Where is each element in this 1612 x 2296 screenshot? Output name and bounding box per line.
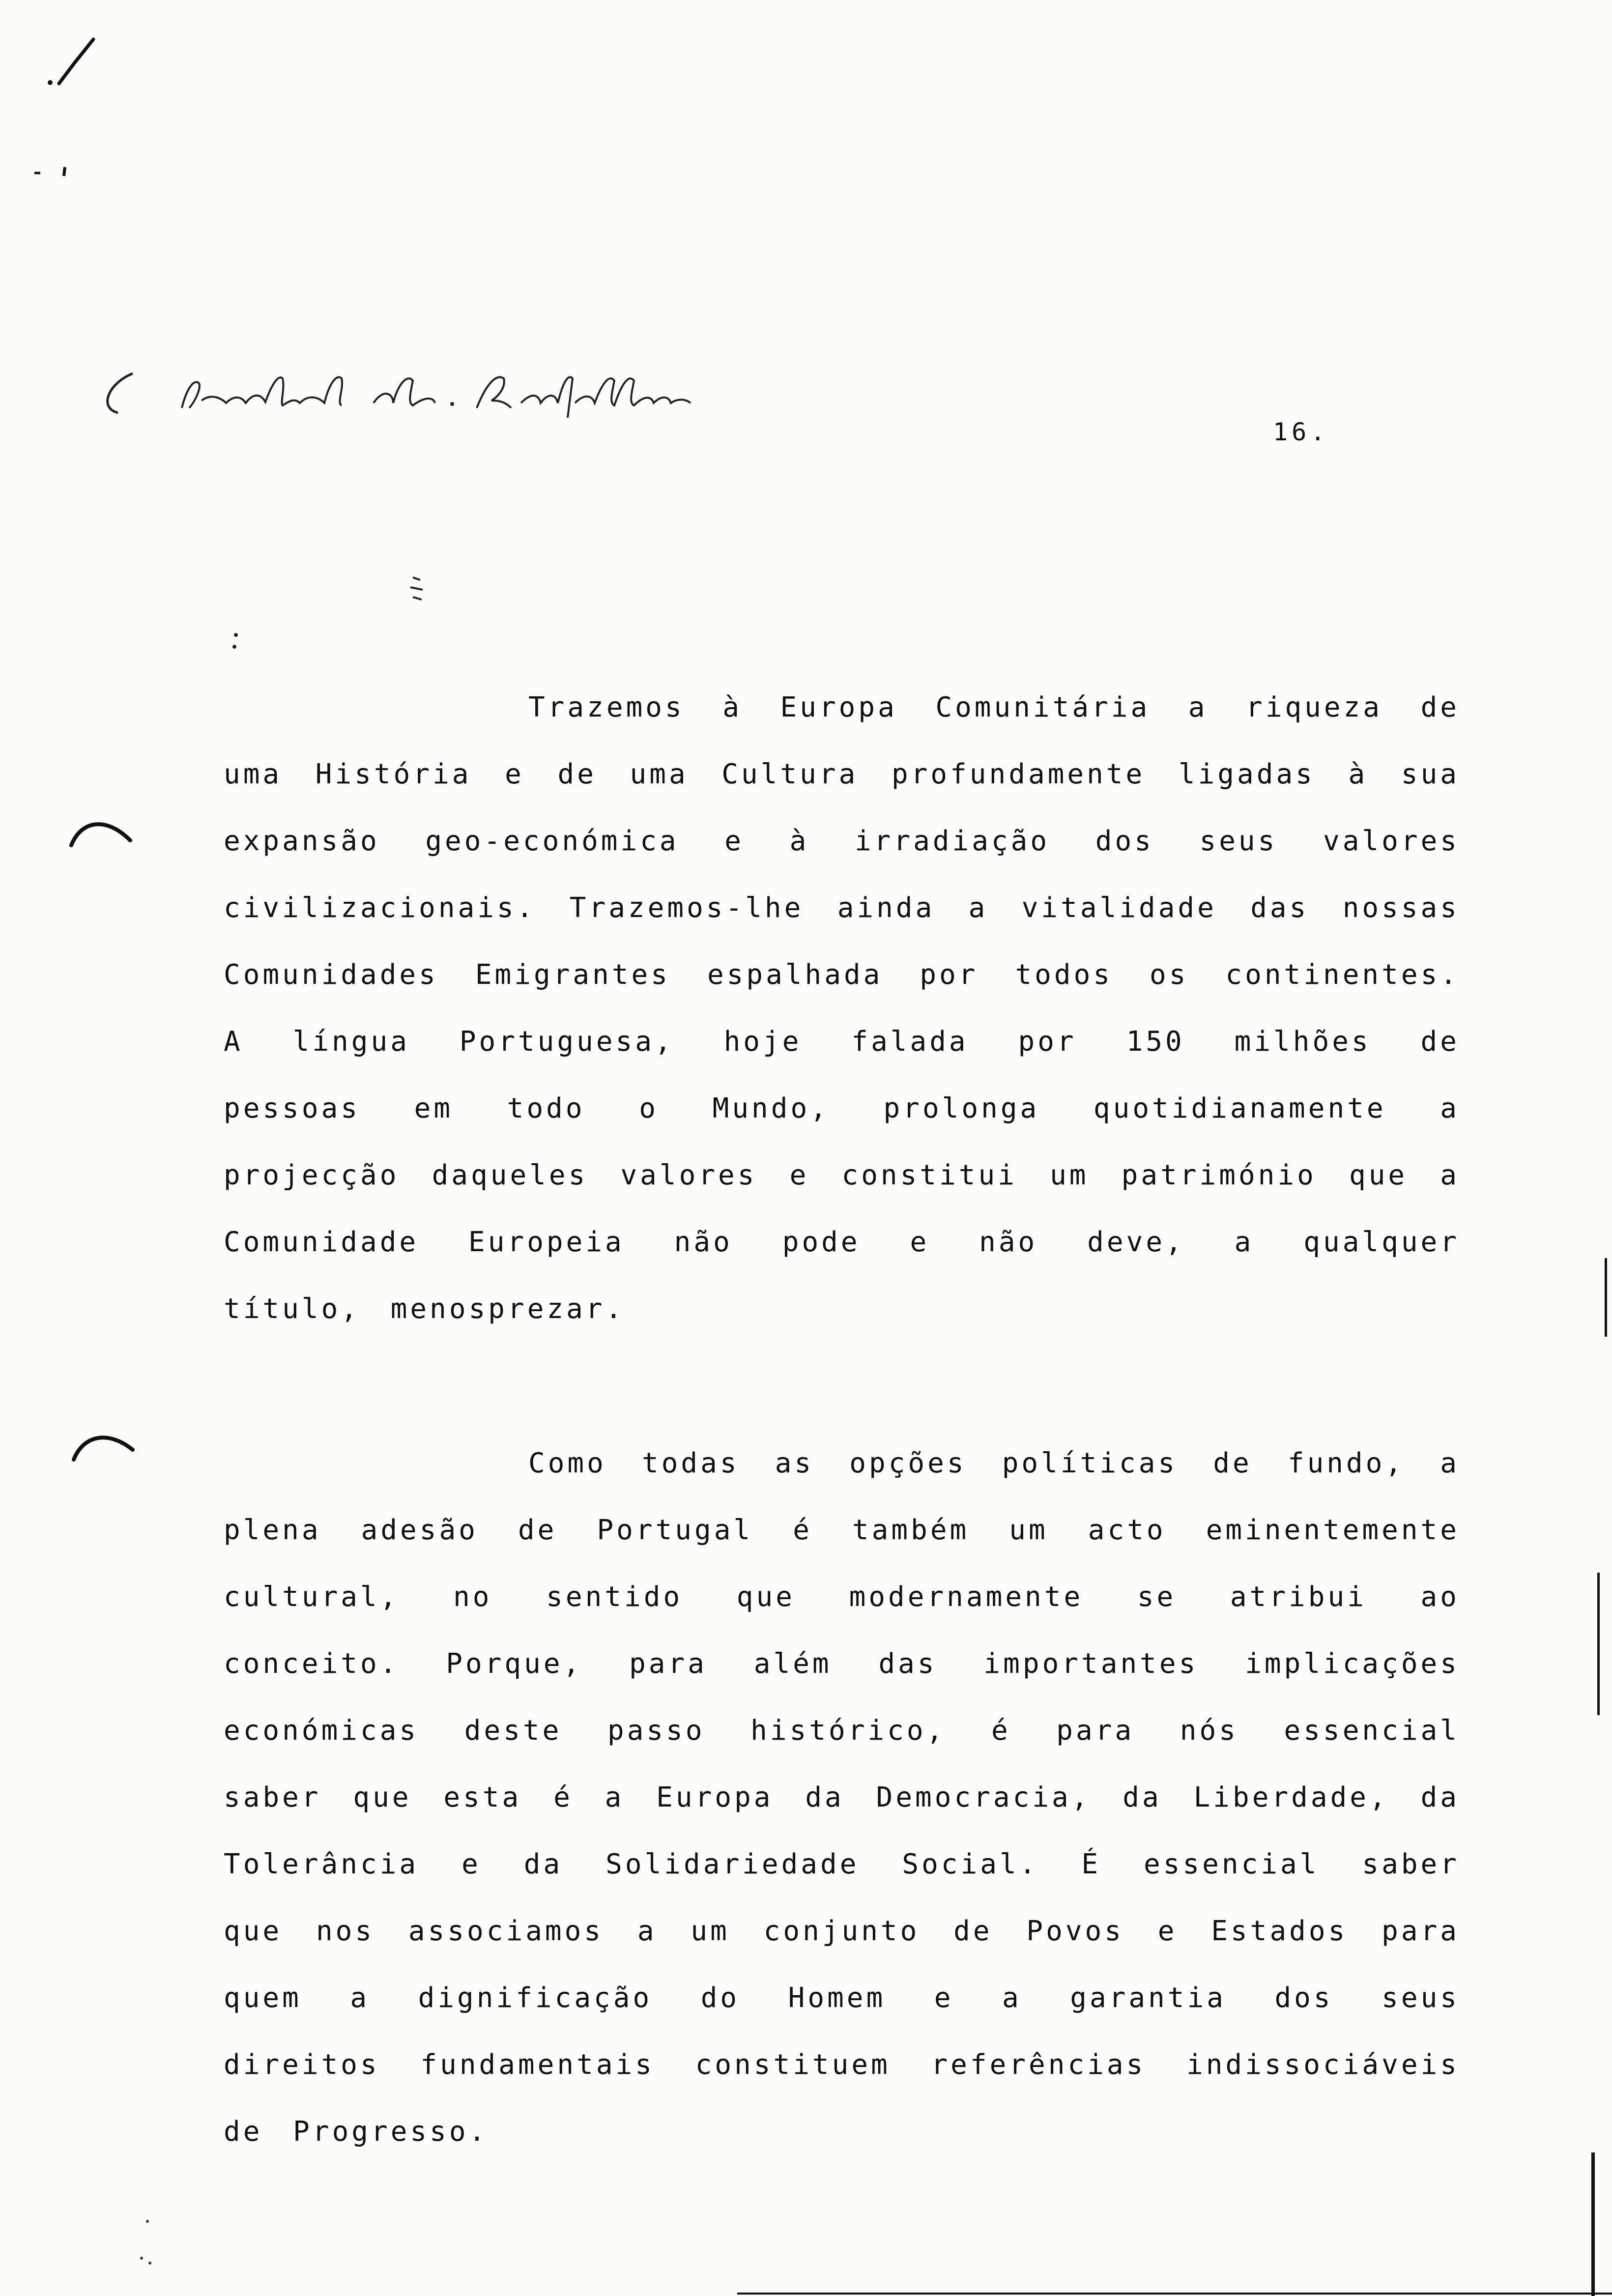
pen-dot-mark [229,629,243,654]
pen-dot-mark [29,152,79,182]
scan-edge-line [1605,1258,1607,1337]
body-paragraph-1 [224,674,1460,1343]
body-paragraph-2 [224,1430,1460,2165]
paragraph-text: Como todas as opções políticas de fundo, a plena adesão de Portugal é também um acto eminentemente cultural, no sentido que modernamente se atribui ao conceito. Porque, para além das importantes implicações económicas deste passo histórico, é para nós essencial saber que esta é a Europa da Democracia, da Liberdade, da Tolerância e da Solidariedade Social. É essencial saber que nos associamos a um conjunto de Povos e Estados para quem a dignificação do Homem e a garantia dos seus direitos fundamentais constituem referências indissociáveis de Progresso. [224,1447,1460,2148]
scan-edge-line [1591,2152,1595,2296]
scan-bottom-line [737,2293,1612,2295]
pen-tick-mark [39,29,108,88]
stray-dots [133,2211,162,2270]
scan-edge-line [1597,1573,1600,1715]
page-number: 16. [1273,418,1329,446]
paragraph-margin-mark [66,811,135,850]
pen-scribble-mark [403,570,432,609]
paragraph-text: Trazemos à Europa Comunitária a riqueza de uma História e de uma Cultura profundamente ligadas à sua expansão geo-económica e à irradiação dos seus valores civilizacionais. Trazemos-lhe ainda a vitalidade das nossas Comunidades Emigrantes espalhada por todos os continentes. A língua Portuguesa, hoje falada por 150 milhões de pessoas em todo o Mundo, prolonga quotidianamente a projecção daqueles valores e constitui um património que a Comunidade Europeia não pode e não deve, a qualquer título, menosprezar. [224,691,1460,1325]
paragraph-margin-mark [69,1425,138,1464]
handwritten-header-signature [88,354,727,423]
